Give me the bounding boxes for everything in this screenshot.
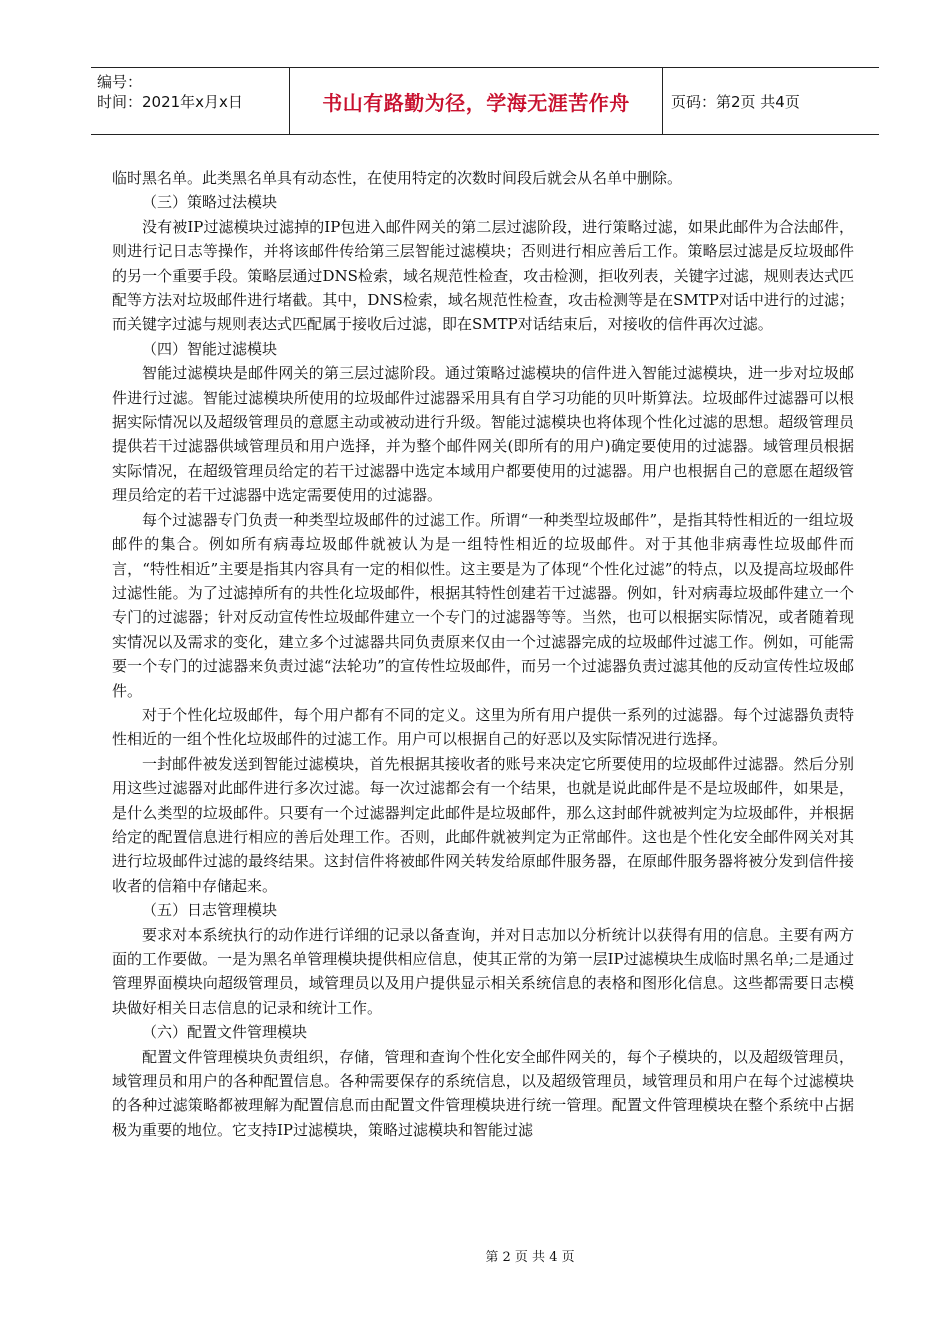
header-table [91, 67, 879, 135]
section-heading: （五）日志管理模块 [142, 901, 278, 920]
time-label: 时间：2021年x月x日 [97, 93, 243, 111]
page-footer: 第 2 页 共 4 页 [485, 1250, 575, 1265]
section-heading: （六）配置文件管理模块 [142, 1023, 308, 1042]
paragraph: 要求对本系统执行的动作进行详细的记录以备查询，并对日志加以分析统计以获得有用的信息。主要有两方面的工作要做。一是为黑名单管理模块提供相应信息，使其正常的为第一层IP过滤模块生成临时黑名单;二是通过管理界面模块向超级管理员，域管理员以及用户提供显示相关系统信息的表格和图形化信息。这些都需要日志模块做好相关日志信息的记录和统计工作。 [112, 925, 854, 1017]
paragraph: 智能过滤模块是邮件网关的第三层过滤阶段。通过策略过滤模块的信件进入智能过滤模块，进一步对垃圾邮件进行过滤。智能过滤模块所使用的垃圾邮件过滤器采用具有自学习功能的贝叶斯算法。垃圾邮件过滤器可以根据实际情况以及超级管理员的意愿主动或被动进行升级。智能过滤模块也将体现个性化过滤的思想。超级管理员提供若干过滤器供域管理员和用户选择，并为整个邮件网关(即所有的用户)确定要使用的过滤器。域管理员根据实际情况，在超级管理员给定的若干过滤器中选定本域用户都要使用的过滤器。用户也根据自己的意愿在超级管理员给定的若干过滤器中选定需要使用的过滤器。 [112, 364, 854, 505]
motto: 书山有路勤为径，学海无涯苦作舟 [290, 68, 663, 134]
paragraph: 每个过滤器专门负责一种类型垃圾邮件的过滤工作。所谓“一种类型垃圾邮件”，是指其特性相近的一组垃圾邮件的集合。例如所有病毒垃圾邮件就被认为是一组特性相近的垃圾邮件。对于其他非病毒性垃圾邮件而言，“特性相近”主要是指其内容具有一定的相似性。这主要是为了体现“个性化过滤”的特点，以及提高垃圾邮件过滤性能。为了过滤掉所有的共性化垃圾邮件，根据其特性创建若干过滤器。例如，针对病毒垃圾邮件建立一个专门的过滤器；针对反动宣传性垃圾邮件建立一个专门的过滤器等等。当然，也可以根据实际情况，或者随着现实情况以及需求的变化，建立多个过滤器共同负责原来仅由一个过滤器完成的垃圾邮件过滤工作。例如，可能需要一个专门的过滤器来负责过滤“法轮功”的宣传性垃圾邮件，而另一个过滤器负责过滤其他的反动宣传性垃圾邮件。 [112, 510, 854, 700]
paragraph: 一封邮件被发送到智能过滤模块，首先根据其接收者的账号来决定它所要使用的垃圾邮件过滤器。然后分别用这些过滤器对此邮件进行多次过滤。每一次过滤都会有一个结果，也就是说此邮件是不是垃圾邮件，如果是，是什么类型的垃圾邮件。只要有一个过滤器判定此邮件是垃圾邮件，那么这封邮件就被判定为垃圾邮件，并根据给定的配置信息进行相应的善后处理工作。否则，此邮件就被判定为正常邮件。这也是个性化安全邮件网关对其进行垃圾邮件过滤的最终结果。这封信件将被邮件网关转发给原邮件服务器，在原邮件服务器将被分发到信件接收者的信箱中存储起来。 [112, 754, 854, 895]
paragraph: 对于个性化垃圾邮件，每个用户都有不同的定义。这里为所有用户提供一系列的过滤器。每个过滤器负责特性相近的一组个性化垃圾邮件的过滤工作。用户可以根据自己的好恶以及实际情况进行选择。 [112, 705, 854, 749]
paragraph: 临时黑名单。此类黑名单具有动态性，在使用特定的次数时间段后就会从名单中删除。 [112, 169, 683, 187]
document-body [112, 166, 854, 1142]
paragraph: 配置文件管理模块负责组织，存储，管理和查询个性化安全邮件网关的，每个子模块的，以及超级管理员，域管理员和用户的各种配置信息。各种需要保存的系统信息，以及超级管理员，域管理员和用户在每个过滤模块的各种过滤策略都被理解为配置信息而由配置文件管理模块进行统一管理。配置文件管理模块在整个系统中占据极为重要的地位。它支持IP过滤模块，策略过滤模块和智能过滤 [112, 1047, 854, 1139]
number-label: 编号： [97, 73, 143, 91]
paragraph: 没有被IP过滤模块过滤掉的IP包进入邮件网关的第二层过滤阶段，进行策略过滤，如果此邮件为合法邮件，则进行记日志等操作，并将该邮件传给第三层智能过滤模块；否则进行相应善后工作。策略层过滤是反垃圾邮件的另一个重要手段。策略层通过DNS检索，域名规范性检查，攻击检测，拒收列表，关键字过滤，规则表达式匹配等方法对垃圾邮件进行堵截。其中，DNS检索，域名规范性检查，攻击检测等是在SMTP对话中进行的过滤；而关键字过滤与规则表达式匹配属于接收后过滤，即在SMTP对话结束后，对接收的信件再次过滤。 [112, 217, 854, 334]
page-code: 页码：第2页 共4页 [671, 92, 800, 111]
section-heading: （四）智能过滤模块 [142, 339, 278, 358]
header-meta-cell [91, 68, 290, 134]
section-heading: （三）策略过法模块 [142, 193, 278, 212]
